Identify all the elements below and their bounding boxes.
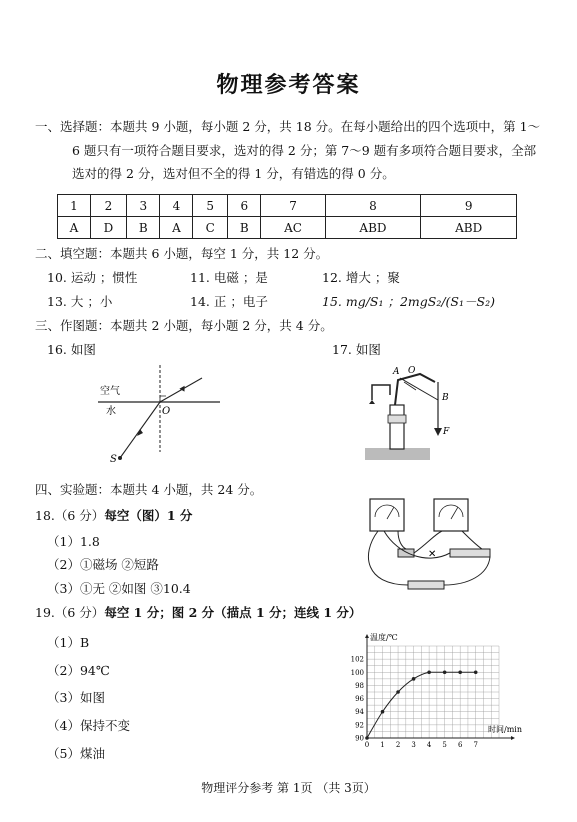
x-tick-label: 3 [411, 741, 416, 749]
answer-11: 11. 电磁 ；是 [190, 270, 268, 285]
q19-answer-3: （3）如图 [47, 690, 105, 705]
circuit-diagram [358, 495, 503, 595]
answer-13: 13. 大 ；小 [47, 294, 113, 309]
base-block [365, 448, 430, 460]
answer-15: 15. mg/S₁ ；2mgS₂/(S₁－S₂) [322, 294, 495, 309]
data-point [427, 670, 431, 674]
table-cell: 8 [325, 195, 421, 217]
q18-answer-3: （3）①无 ②如图 ③10.4 [47, 581, 191, 596]
faucet-spout [372, 385, 390, 400]
x-tick-label: 7 [473, 741, 478, 749]
data-point [458, 670, 462, 674]
water-label: 水 [106, 406, 116, 417]
q19-number: 19.（6 分） [35, 605, 105, 620]
table-cell: 1 [58, 195, 91, 217]
x-tick-label: 1 [380, 741, 385, 749]
q18-number: 18.（6 分） [35, 508, 105, 523]
table-cell: 4 [160, 195, 193, 217]
q19-answer-2: （2）94℃ [47, 663, 110, 678]
table-cell: B [228, 217, 261, 239]
faucet-ring [388, 415, 406, 423]
wire [384, 531, 450, 558]
chart-grid [367, 646, 499, 738]
table-cell: B [127, 217, 160, 239]
table-cell: 3 [127, 195, 160, 217]
data-point [381, 710, 385, 714]
answer-table [57, 194, 517, 239]
data-point [412, 677, 416, 681]
x-tick-label: 4 [426, 741, 432, 749]
answer-12: 12. 增大 ；聚 [322, 270, 400, 285]
answer-16: 16. 如图 [47, 342, 96, 357]
table-cell: 5 [193, 195, 228, 217]
q19-scoring-rule: 每空 1 分；图 2 分（描点 1 分；连线 1 分） [104, 605, 362, 620]
section1-line2: 6 题只有一项符合题目要求，选对的得 2 分；第 7～9 题有多项符合题目要求，全部 [72, 143, 537, 158]
source-point [118, 456, 122, 460]
y-tick-label: 100 [350, 668, 364, 677]
cross-mark-icon: ✕ [428, 549, 437, 560]
wire [444, 557, 490, 585]
spout-tip [369, 400, 375, 404]
q18-heading [35, 508, 192, 524]
page-footer: 物理评分参考 第 1页 （共 3页） [201, 781, 376, 795]
section1-line1: 一、选择题：本题共 9 小题，每小题 2 分，共 18 分。在每小题给出的四个选项中，第 1～ [35, 119, 541, 134]
point-b-label: B [442, 393, 449, 403]
answer-14: 14. 正 ；电子 [190, 294, 268, 309]
x-tick-label: 2 [395, 741, 401, 749]
data-point [396, 690, 400, 694]
air-label: 空气 [100, 386, 120, 397]
table-cell: 7 [261, 195, 325, 217]
q19-heading [35, 605, 361, 621]
y-axis-arrow-icon [365, 634, 369, 638]
y-tick-label: 90 [355, 734, 364, 743]
q19-answer-4: （4）保持不变 [47, 718, 130, 733]
q19-answer-1: （1）B [47, 635, 90, 650]
force-arrow-icon [434, 428, 442, 436]
force-f-label: F [443, 427, 450, 437]
x-tick-label: 0 [364, 741, 370, 749]
answer-17: 17. 如图 [332, 342, 381, 357]
rheostat [450, 549, 490, 557]
chart-x-label: 时间/min [488, 725, 522, 734]
data-point [443, 670, 447, 674]
table-cell: A [58, 217, 91, 239]
q19-answer-5: （5）煤油 [47, 746, 105, 761]
q18-answer-2: （2）①磁场 ②短路 [47, 557, 159, 572]
point-s-label: S [110, 454, 117, 465]
y-tick-label: 96 [355, 695, 364, 704]
table-cell: D [90, 217, 126, 239]
answer-10: 10. 运动 ；惯性 [47, 270, 138, 285]
section4-header: 四、实验题：本题共 4 小题，共 24 分。 [35, 482, 263, 497]
section1-line3: 选对的得 2 分，选对但不全的得 1 分，有错选的得 0 分。 [72, 166, 395, 181]
table-cell: ABD [325, 217, 421, 239]
battery [408, 581, 444, 589]
y-tick-label: 94 [355, 708, 364, 717]
resistor [398, 549, 414, 557]
table-cell: 9 [421, 195, 517, 217]
faucet-body [390, 405, 404, 449]
table-cell: ABD [421, 217, 517, 239]
table-cell: 6 [228, 195, 261, 217]
page-title: 物理参考答案 [216, 72, 361, 98]
point-o-label: O [162, 406, 171, 417]
table-cell: AC [261, 217, 325, 239]
section3-header: 三、作图题：本题共 2 小题，每小题 2 分，共 4 分。 [35, 318, 333, 333]
x-tick-label: 5 [442, 741, 447, 749]
y-tick-label: 98 [355, 681, 364, 690]
lever-diagram [360, 360, 470, 465]
q18-scoring-rule: 每空（图）1 分 [104, 508, 193, 523]
wire [368, 531, 408, 585]
data-point [365, 736, 369, 740]
temperature-chart [340, 628, 530, 750]
chart-ticks [351, 656, 478, 749]
x-tick-label: 6 [457, 741, 463, 749]
y-tick-label: 92 [355, 721, 364, 730]
section2-header: 二、填空题：本题共 6 小题，每空 1 分，共 12 分。 [35, 246, 329, 261]
table-cell: C [193, 217, 228, 239]
answer-key-row [58, 217, 517, 239]
q18-answer-1: （1）1.8 [47, 534, 100, 549]
point-o-label: O [408, 366, 416, 376]
table-cell: 2 [90, 195, 126, 217]
x-axis-arrow-icon [511, 736, 515, 740]
y-tick-label: 102 [350, 655, 364, 664]
answer-number-row [58, 195, 517, 217]
chart-y-label: 温度/℃ [370, 633, 398, 642]
point-a-label: A [393, 367, 400, 377]
refraction-diagram [90, 360, 230, 465]
refracted-ray [160, 378, 202, 402]
wire [398, 531, 406, 549]
data-point [474, 670, 478, 674]
wire [462, 531, 482, 549]
table-cell: A [160, 217, 193, 239]
